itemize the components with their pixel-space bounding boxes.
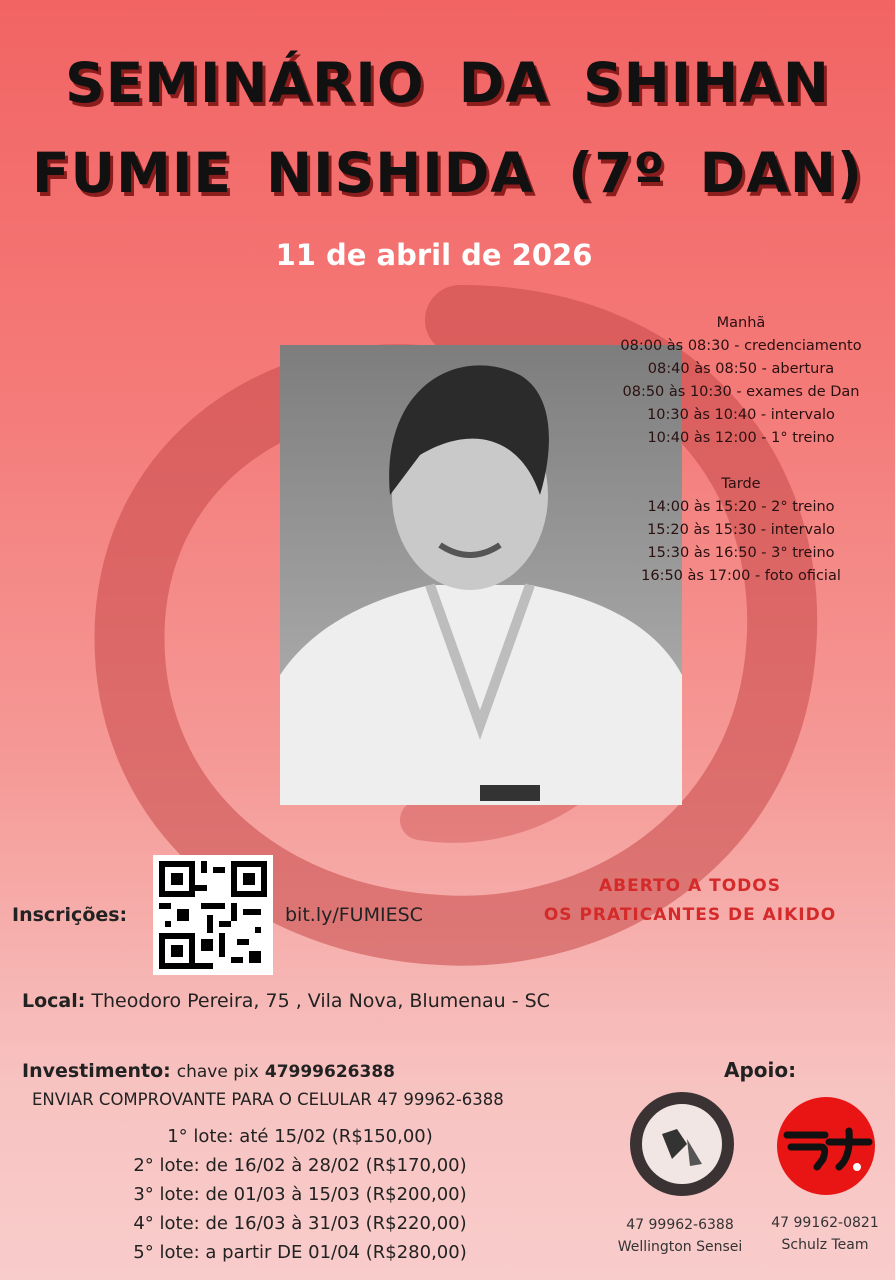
price-lots: [90, 1122, 510, 1267]
lot-item: 4° lote: de 16/03 à 31/03 (R$220,00): [133, 1213, 467, 1234]
registration-link[interactable]: bit.ly/FUMIESC: [285, 904, 423, 926]
schedule-item: 08:40 às 08:50 - abertura: [647, 361, 835, 377]
lot-item: 2° lote: de 16/02 à 28/02 (R$170,00): [133, 1155, 467, 1176]
sponsor-name: Schulz Team: [781, 1237, 869, 1253]
schedule-item: 15:30 às 16:50 - 3° treino: [647, 545, 835, 561]
sponsor-name: Wellington Sensei: [617, 1239, 743, 1255]
payment-notice: ENVIAR COMPROVANTE PARA O CELULAR 47 99962-6388: [32, 1090, 504, 1109]
schedule-item: 08:00 às 08:30 - credenciamento: [620, 338, 862, 354]
sponsor-1-caption: [605, 1214, 755, 1258]
open-to-all-line-1: ABERTO A TODOS: [599, 876, 781, 896]
schedule-item: 16:50 às 17:00 - foto oficial: [641, 568, 841, 584]
schedule-afternoon-label: Tarde: [721, 476, 761, 492]
open-to-all-line-2: OS PRATICANTES DE AIKIDO: [543, 905, 837, 925]
aikido-dojo-logo: [630, 1092, 734, 1196]
schedule-morning-label: Manhã: [716, 315, 766, 331]
location-value: Theodoro Pereira, 75 , Vila Nova, Blumenau - SC: [91, 990, 550, 1012]
pix-label: chave pix: [176, 1062, 259, 1082]
location-label: Local:: [22, 990, 86, 1012]
lot-item: 1° lote: até 15/02 (R$150,00): [167, 1126, 433, 1147]
support-label: Apoio:: [724, 1058, 797, 1082]
schedule-item: 10:40 às 12:00 - 1° treino: [647, 430, 835, 446]
investment-label: Investimento:: [22, 1060, 171, 1082]
pix-key: 47999626388: [264, 1062, 395, 1082]
qr-code[interactable]: [153, 855, 273, 975]
schedule-item: 08:50 às 10:30 - exames de Dan: [622, 384, 860, 400]
schedule-item: 15:20 às 15:30 - intervalo: [647, 522, 835, 538]
sponsor-phone: 47 99962-6388: [626, 1217, 734, 1233]
sponsor-2-caption: [760, 1212, 890, 1256]
schedule: [610, 312, 872, 588]
location: [22, 990, 550, 1012]
registration-label: Inscrições:: [12, 904, 128, 926]
schedule-item: 14:00 às 15:20 - 2° treino: [647, 499, 835, 515]
lot-item: 3° lote: de 01/03 à 15/03 (R$200,00): [133, 1184, 467, 1205]
investment: [22, 1060, 395, 1082]
schedule-item: 10:30 às 10:40 - intervalo: [647, 407, 835, 423]
lot-item: 5° lote: a partir DE 01/04 (R$280,00): [133, 1242, 467, 1263]
open-to-all: [520, 872, 860, 930]
title-line-1: SEMINÁRIO DA SHIHAN: [65, 51, 830, 115]
schulz-team-logo: [777, 1097, 875, 1195]
title-line-2: FUMIE NISHIDA (7º DAN): [31, 141, 864, 205]
sponsor-phone: 47 99162-0821: [771, 1215, 879, 1231]
event-date: 11 de abril de 2026: [275, 238, 593, 272]
